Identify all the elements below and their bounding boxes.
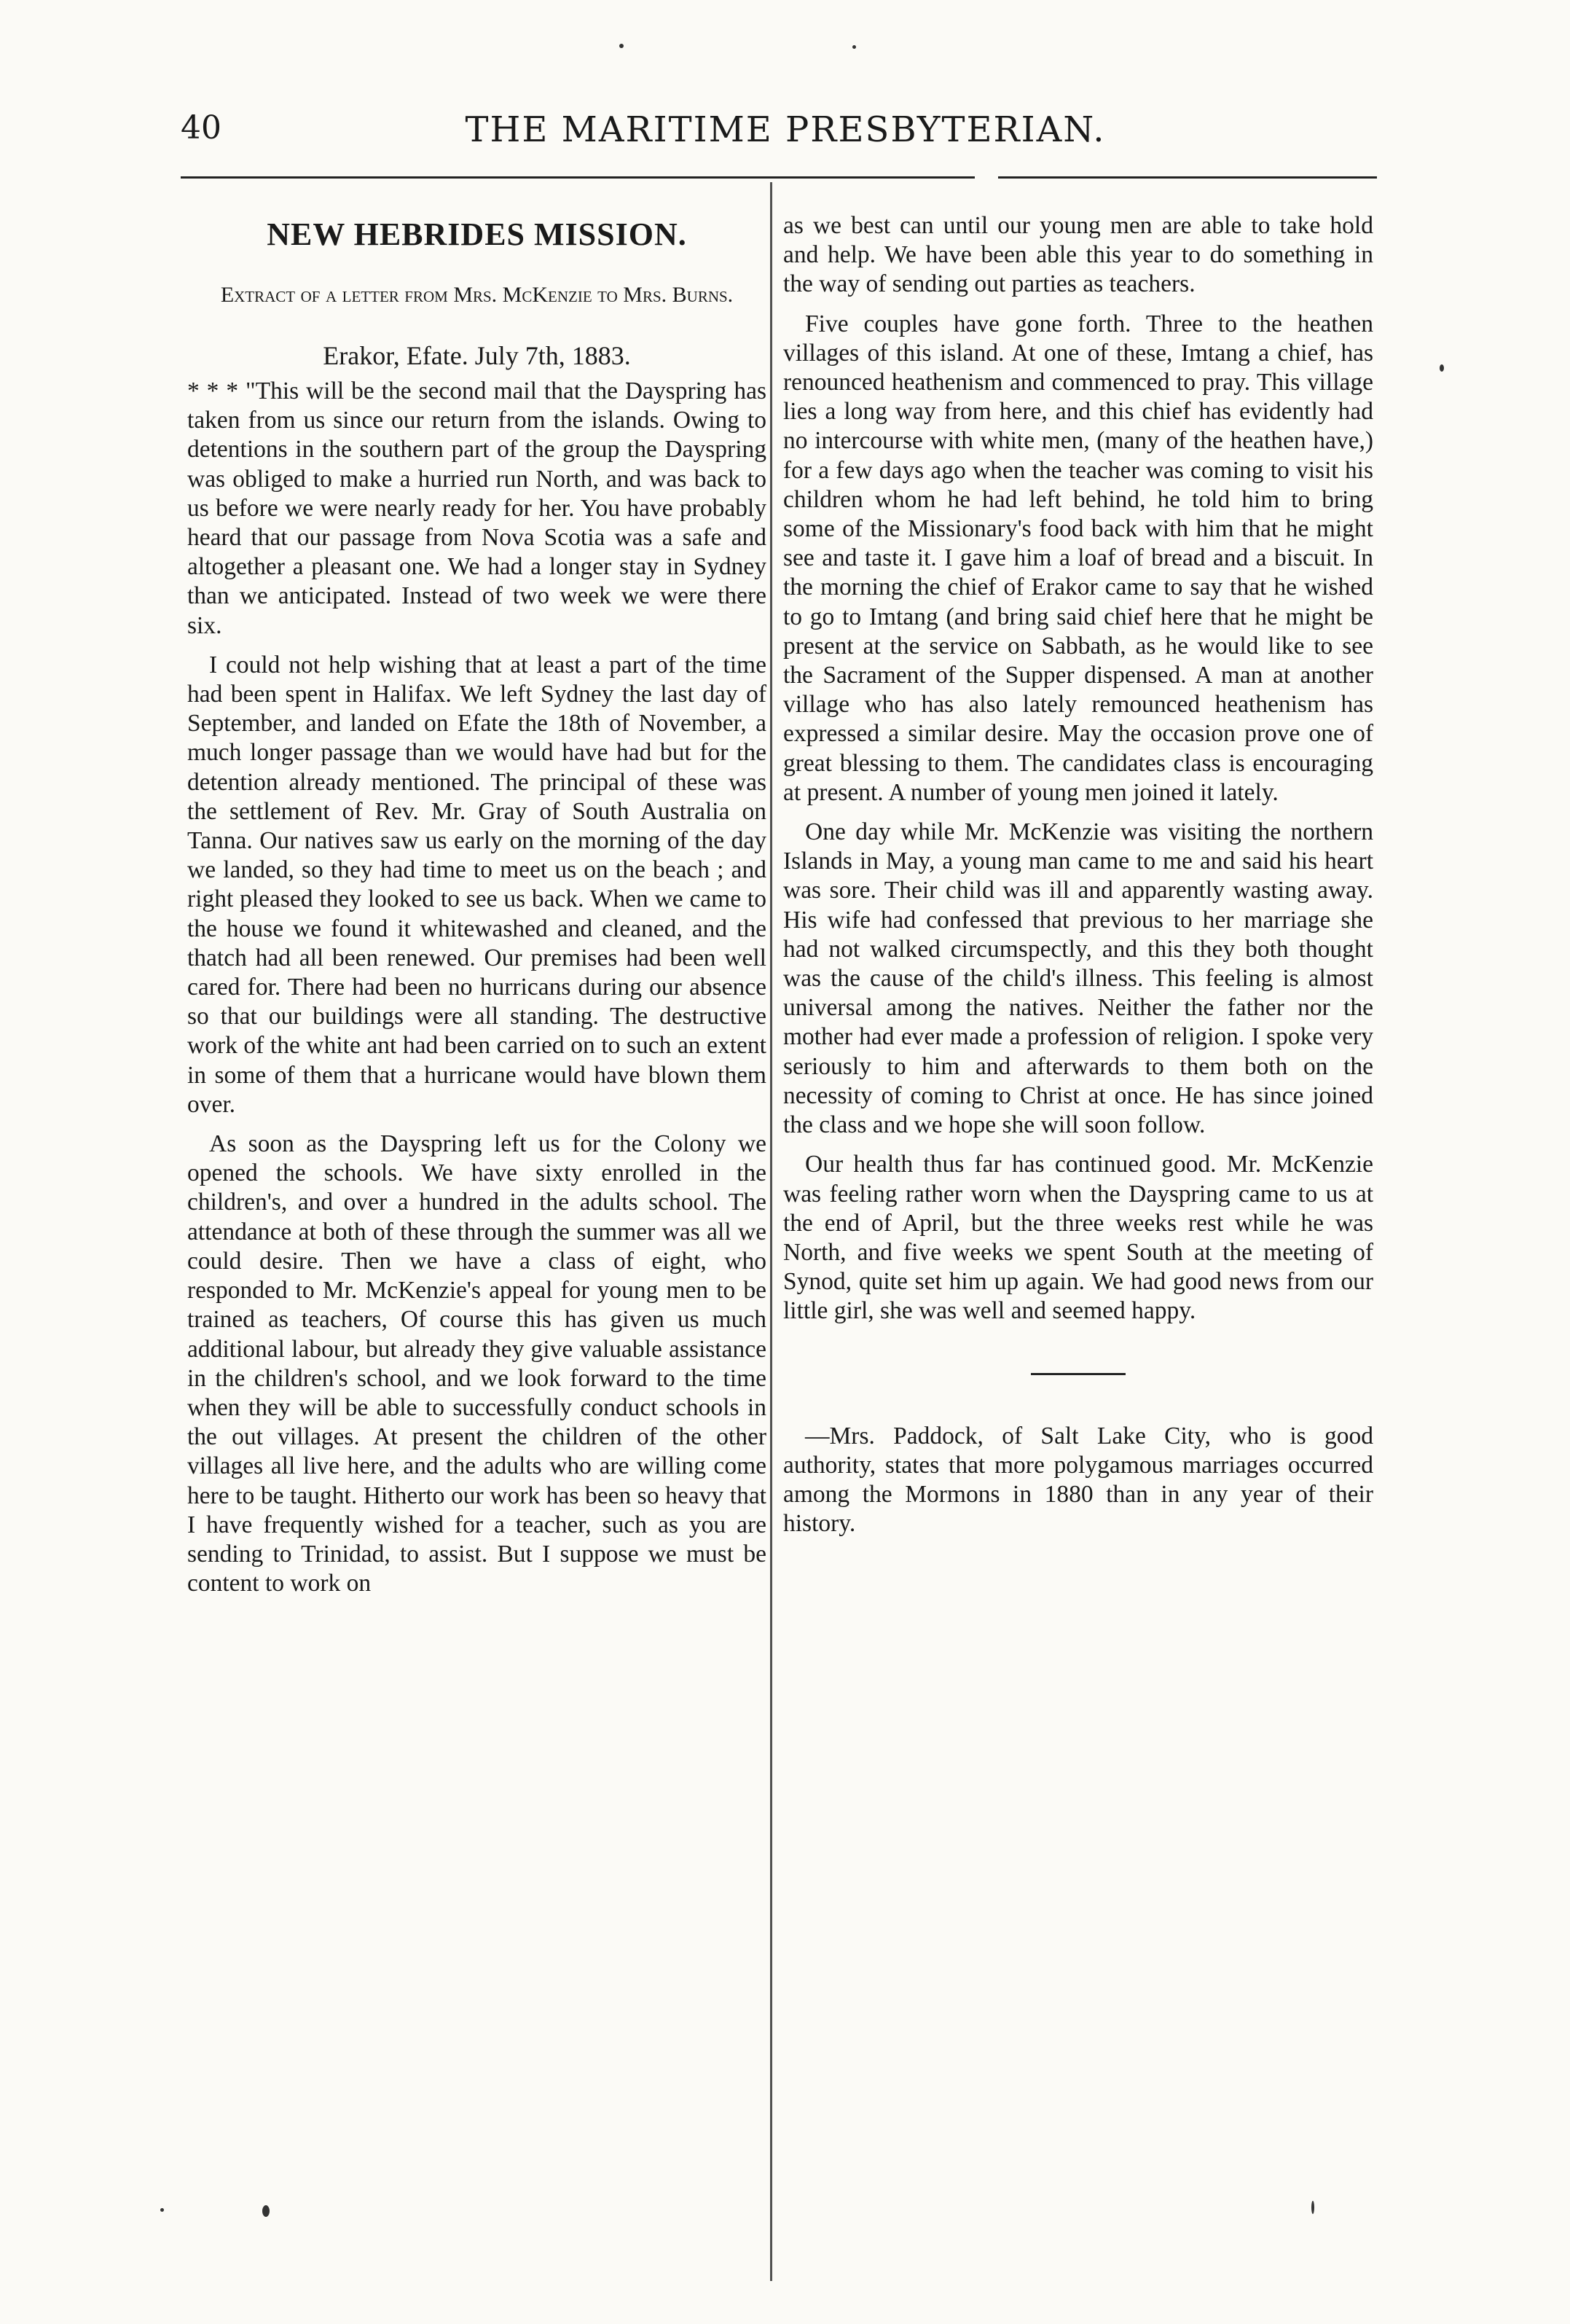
article-paragraph: I could not help wishing that at least a part of the time had been spent in Halifax. We left Sydney the last day of September, and landed on Efate the 18th of November, a much longer passage than we would have had but for the detention already mentioned. The principal of these was the settlement of Rev. Mr. Gray of South Australia on Tanna. Our natives saw us early on the morning of the day we landed, so they had time to meet us on the beach ; and right pleased they looked to see us back. When we came to the house we found it whitewashed and cleaned, and the thatch had all been renewed. Our premises had been well cared for. There had been no hurricans during our absence so that our buildings were all standing. The destructive work of the white ant had been carried on to such an extent in some of them that a hurricane would have blown them over. xyxy=(187,651,766,1118)
print-speck xyxy=(160,2208,164,2212)
article-paragraph: Five couples have gone forth. Three to the heathen villages of this island. At one of these, Imtang a chief, has renounced heathenism and commenced to pray. This village lies a long way from here, and this chief has evidently had no intercourse with white men, (many of the heathen have,) for a few days ago when the teacher was coming to visit his children whom he had left behind, he told him to bring some of the Missionary's food back with him that he might see and taste it. I gave him a loaf of bread and a biscuit. In the morning the chief of Erakor came to say that he wished to go to Imtang (and bring said chief here that he might be present at the service on Sabbath, as he would like to see the Sacrament of the Supper dispensed. A man at another village who has also lately remounced heathenism has expressed a similar desire. May the occasion prove one of great blessing to them. The candidates class is encouraging at present. A number of young men joined it lately. xyxy=(783,310,1373,806)
article-paragraph: One day while Mr. McKenzie was visiting the northern Islands in May, a young man came to me and said his heart was sore. Their child was ill and apparently wasting away. His wife had confessed that previous to her marriage she had not walked circumspectly, and this they both thought was the cause of the child's illness. This feeling is almost universal among the natives. Neither the father nor the mother had ever made a profession of religion. I spoke very seriously to him and afterwards to them both on the necessity of coming to Christ at once. He has since joined the class and we hope she will soon follow. xyxy=(783,818,1373,1139)
article-dateline: Erakor, Efate. July 7th, 1883. xyxy=(323,341,631,370)
news-note: —Mrs. Paddock, of Salt Lake City, who is good authority, states that more polygamous marriages occurred among the Mormons in 1880 than in any year of their history. xyxy=(783,1422,1373,1538)
article-paragraph: * * * "This will be the second mail that the Dayspring has taken from us since our return from the islands. Owing to detentions in the southern part of the group the Dayspring was obliged to make a hurried run North, and was back to us before we were nearly ready for her. You have probably heard that our passage from Nova Scotia was a safe and altogether a pleasant one. We had a longer stay in Sydney than we anticipated. Instead of two week we were there six. xyxy=(187,377,766,639)
header-rule-left xyxy=(181,176,975,179)
page-number: 40 xyxy=(181,109,221,146)
article-paragraph: Our health thus far has continued good. Mr. McKenzie was feeling rather worn when the Dayspring came to us at the end of April, but the three weeks rest while he was North, and five weeks we spent South at the meeting of Synod, quite set him up again. We had good news from our little girl, she was well and seemed happy. xyxy=(783,1151,1373,1325)
header-rule-right xyxy=(998,176,1377,179)
column-divider xyxy=(770,182,772,2281)
article-paragraph: As soon as the Dayspring left us for the Colony we opened the schools. We have sixty enrolled in the children's, and over a hundred in the adults school. The attendance at both of these through the summer was all we could desire. Then we have a class of eight, who responded to Mr. McKenzie's appeal for young men to be trained as teachers, Of course this has given us much additional labour, but already they give valuable assistance in the children's school, and we look forward to the time when they will be able to successfully conduct schools in the out villages. At present the children of the other villages all live here, and the adults who are willing come here to be taught. Hitherto our work has been so heavy that I have frequently wished for a teacher, such as you are sending to Trinidad, to assist. But I suppose we must be content to work on xyxy=(187,1130,766,1597)
print-speck xyxy=(1311,2201,1314,2214)
print-speck xyxy=(1440,364,1444,372)
print-speck xyxy=(619,44,624,48)
article-subtitle: Extract of a letter from Mrs. McKenzie to Mrs. Burns. xyxy=(220,283,734,307)
article-title: NEW HEBRIDES MISSION. xyxy=(267,216,687,252)
print-speck xyxy=(262,2205,270,2217)
journal-title: THE MARITIME PRESBYTERIAN. xyxy=(465,109,1106,150)
print-speck xyxy=(852,45,856,49)
left-column xyxy=(187,211,766,1608)
article-paragraph: as we best can until our young men are able to take hold and help. We have been able this year to do something in the way of sending out parties as teachers. xyxy=(783,212,1373,298)
page-header xyxy=(181,109,1390,160)
section-separator xyxy=(1031,1373,1126,1375)
right-column xyxy=(783,211,1373,1549)
